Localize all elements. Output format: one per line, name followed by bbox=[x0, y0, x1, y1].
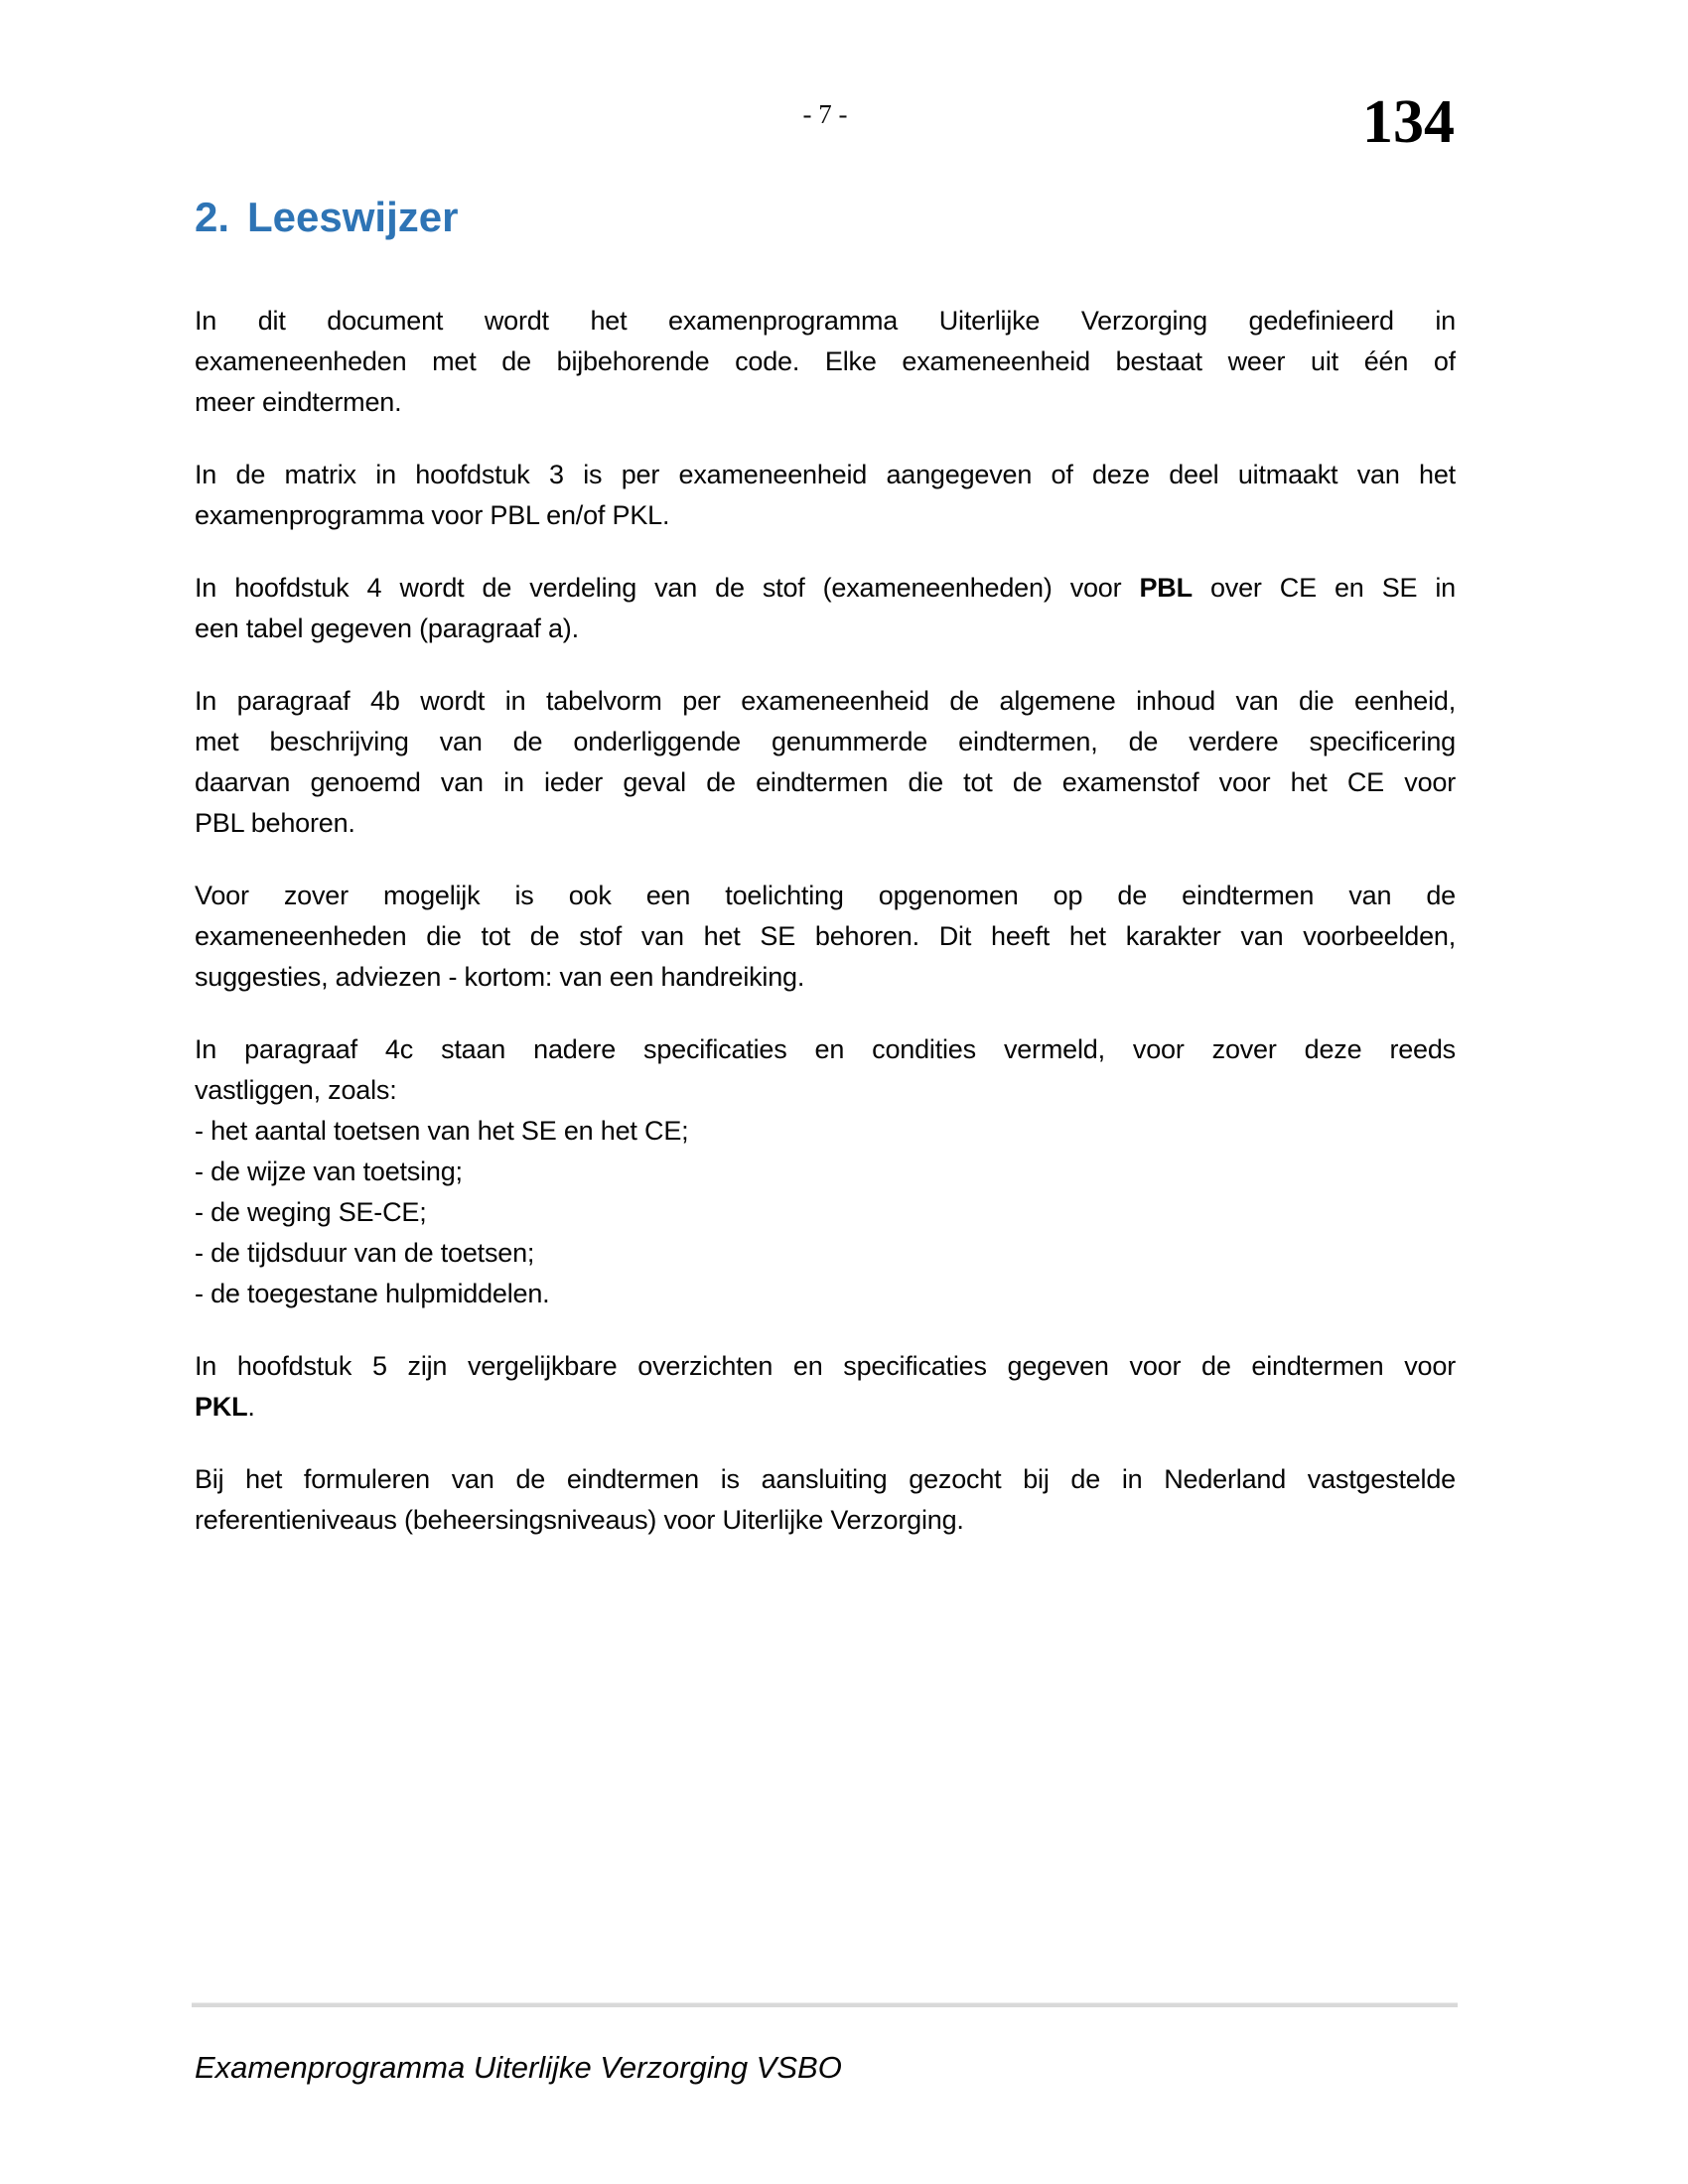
paragraph-5 bbox=[195, 876, 1456, 998]
document-body bbox=[195, 301, 1456, 1541]
paragraph-1 bbox=[195, 301, 1456, 423]
stamp-page-number: 134 bbox=[1362, 88, 1455, 156]
list-item: - de toegestane hulpmiddelen. bbox=[195, 1279, 550, 1308]
paragraph-2 bbox=[195, 455, 1456, 536]
footer-divider bbox=[192, 2002, 1458, 2007]
text-line: exameneenheden die tot de stof van het SE behoren. Dit heeft het karakter van voorbeelden, bbox=[195, 921, 1456, 951]
page-number: - 7 - bbox=[802, 99, 848, 129]
text-line: een tabel gegeven (paragraaf a). bbox=[195, 614, 579, 643]
text-segment: . bbox=[247, 1392, 255, 1422]
text-line: vastliggen, zoals: bbox=[195, 1075, 397, 1105]
text-line: examenprogramma voor PBL en/of PKL. bbox=[195, 500, 670, 530]
paragraph-3 bbox=[195, 568, 1456, 649]
section-heading bbox=[195, 194, 459, 240]
text-line: met beschrijving van de onderliggende genummerde eindtermen, de verdere specificering bbox=[195, 727, 1456, 756]
text-line: referentieniveaus (beheersingsniveaus) voor Uiterlijke Verzorging. bbox=[195, 1505, 964, 1535]
list-item: - de wijze van toetsing; bbox=[195, 1157, 463, 1186]
text-line: meer eindtermen. bbox=[195, 387, 402, 417]
text-segment-bold: PKL bbox=[195, 1392, 248, 1422]
paragraph-4 bbox=[195, 681, 1456, 844]
text-line: In dit document wordt het examenprogramma Uiterlijke Verzorging gedefinieerd in bbox=[195, 306, 1456, 336]
text-line bbox=[195, 1387, 1456, 1428]
text-line: In paragraaf 4c staan nadere specificaties en condities vermeld, voor zover deze reeds bbox=[195, 1034, 1456, 1064]
list-item: - het aantal toetsen van het SE en het CE; bbox=[195, 1116, 689, 1146]
text-line: In paragraaf 4b wordt in tabelvorm per exameneenheid de algemene inhoud van die eenheid, bbox=[195, 686, 1456, 716]
paragraph-8 bbox=[195, 1459, 1456, 1541]
list-item: - de tijdsduur van de toetsen; bbox=[195, 1238, 535, 1268]
footer-text: Examenprogramma Uiterlijke Verzorging VSBO bbox=[195, 2050, 842, 2085]
text-line bbox=[195, 568, 1456, 609]
text-line: Bij het formuleren van de eindtermen is aansluiting gezocht bij de in Nederland vastgestelde bbox=[195, 1464, 1456, 1494]
section-number: 2. bbox=[195, 194, 230, 240]
list-item: - de weging SE-CE; bbox=[195, 1197, 427, 1227]
text-line: In de matrix in hoofdstuk 3 is per exameneenheid aangegeven of deze deel uitmaakt van het bbox=[195, 460, 1456, 489]
paragraph-6 bbox=[195, 1029, 1456, 1314]
paragraph-7 bbox=[195, 1346, 1456, 1428]
text-segment-bold: PBL bbox=[1139, 573, 1193, 603]
text-segment: In hoofdstuk 4 wordt de verdeling van de stof (exameneenheden) voor bbox=[195, 573, 1140, 603]
text-line: exameneenheden met de bijbehorende code. Elke exameneenheid bestaat weer uit één of bbox=[195, 346, 1456, 376]
text-line: suggesties, adviezen - kortom: van een handreiking. bbox=[195, 962, 805, 992]
text-segment: over CE en SE in bbox=[1192, 573, 1456, 603]
text-line: Voor zover mogelijk is ook een toelichting opgenomen op de eindtermen van de bbox=[195, 881, 1456, 910]
text-line: daarvan genoemd van in ieder geval de eindtermen die tot de examenstof voor het CE voor bbox=[195, 767, 1456, 797]
section-title: Leeswijzer bbox=[247, 194, 459, 240]
text-line: PBL behoren. bbox=[195, 808, 355, 838]
text-line: In hoofdstuk 5 zijn vergelijkbare overzichten en specificaties gegeven voor de eindtermen voor bbox=[195, 1351, 1456, 1381]
